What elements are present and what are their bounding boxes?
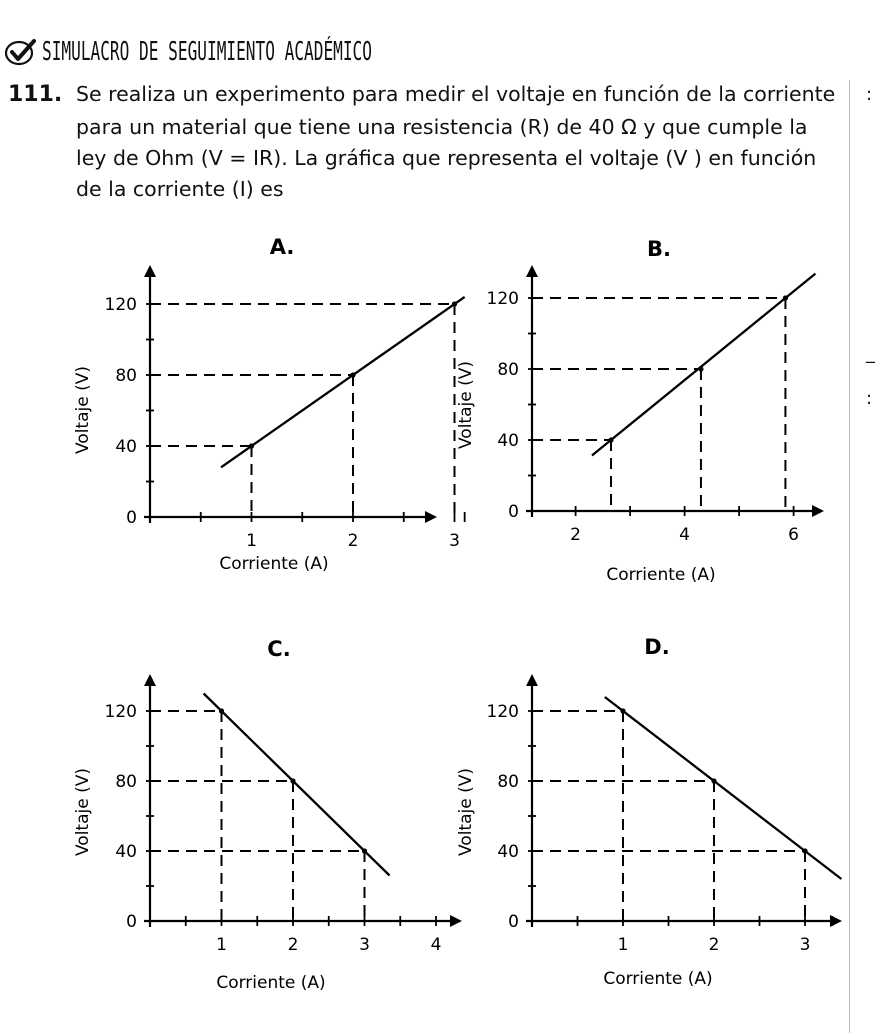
chart-title: B. xyxy=(647,237,671,261)
y-axis-arrow xyxy=(144,674,156,686)
x-axis-label: Corriente (A) xyxy=(216,973,326,993)
data-point xyxy=(362,848,367,853)
y-tick-label: 0 xyxy=(508,502,519,522)
question-number: 111. xyxy=(8,82,63,107)
y-tick-label: 0 xyxy=(508,912,519,932)
y-tick-label: 80 xyxy=(497,772,519,792)
y-tick-label: 120 xyxy=(104,702,137,722)
y-axis-arrow xyxy=(526,265,538,277)
y-tick-label: 0 xyxy=(126,508,137,528)
data-point xyxy=(249,443,254,448)
x-tick-label: 4 xyxy=(679,525,691,545)
data-point xyxy=(219,708,224,713)
x-tick-label: 3 xyxy=(449,531,460,551)
data-point xyxy=(350,372,355,377)
x-axis-label: Corriente (A) xyxy=(606,565,716,585)
data-point xyxy=(711,778,716,783)
y-tick-label: 40 xyxy=(115,842,137,862)
y-tick-label: 40 xyxy=(497,842,519,862)
x-axis-label: Corriente (A) xyxy=(219,554,329,574)
x-tick-label: 3 xyxy=(359,935,370,955)
data-point xyxy=(452,301,457,306)
x-tick-label: 4 xyxy=(430,935,442,955)
data-line xyxy=(592,274,815,456)
chart-title: C. xyxy=(267,637,291,661)
data-point xyxy=(290,778,295,783)
x-tick-label: 1 xyxy=(246,531,257,551)
question-text-line-1: Se realiza un experimento para medir el voltaje en función de la corriente xyxy=(76,82,836,106)
y-tick-label: 120 xyxy=(104,295,137,315)
x-axis-arrow xyxy=(812,505,824,517)
y-axis-label: Voltaje (V) xyxy=(456,361,476,449)
chart-title: D. xyxy=(644,635,670,659)
x-tick-label: 3 xyxy=(799,935,811,955)
y-tick-label: 80 xyxy=(115,366,137,386)
question-text-line-2: para un material que tiene una resistencia (R) de 40 Ω y que cumple la xyxy=(76,115,808,139)
y-tick-label: 80 xyxy=(115,772,137,792)
y-tick-label: 40 xyxy=(115,437,137,457)
x-tick-label: 2 xyxy=(570,525,582,545)
data-point xyxy=(783,295,788,300)
question-text-line-3: ley de Ohm (V = IR). La gráfica que representa el voltaje (V ) en función xyxy=(76,146,817,170)
data-line xyxy=(221,297,465,467)
data-line xyxy=(204,694,390,876)
x-tick-label: 2 xyxy=(708,935,720,955)
y-axis-label: Voltaje (V) xyxy=(456,768,476,856)
edge-mark: : xyxy=(866,84,873,105)
edge-mark: _ xyxy=(866,343,875,364)
data-point xyxy=(698,366,703,371)
data-point xyxy=(608,437,613,442)
x-tick-label: 1 xyxy=(216,935,227,955)
x-axis-label: Corriente (A) xyxy=(603,969,713,989)
x-tick-label: 2 xyxy=(347,531,359,551)
y-tick-label: 80 xyxy=(497,360,519,380)
y-tick-label: 0 xyxy=(126,912,137,932)
x-tick-label: 1 xyxy=(617,935,629,955)
chart-title: A. xyxy=(269,235,295,259)
y-tick-label: 120 xyxy=(486,289,519,309)
x-axis-arrow xyxy=(450,915,462,927)
data-point xyxy=(802,848,807,853)
x-tick-label: 2 xyxy=(287,935,299,955)
x-axis-arrow xyxy=(425,511,437,523)
x-tick-label: 6 xyxy=(788,525,800,545)
edge-mark: : xyxy=(866,388,873,409)
header-title: SIMULACRO DE SEGUIMIENTO ACADÉMICO xyxy=(42,37,372,67)
y-tick-label: 40 xyxy=(497,431,519,451)
y-axis-label: Voltaje (V) xyxy=(73,366,93,454)
y-axis-arrow xyxy=(526,674,538,686)
question-text-line-4: de la corriente (I) es xyxy=(76,177,284,201)
data-point xyxy=(620,708,625,713)
y-tick-label: 120 xyxy=(486,702,519,722)
y-axis-label: Voltaje (V) xyxy=(73,768,93,856)
y-axis-arrow xyxy=(144,265,156,277)
